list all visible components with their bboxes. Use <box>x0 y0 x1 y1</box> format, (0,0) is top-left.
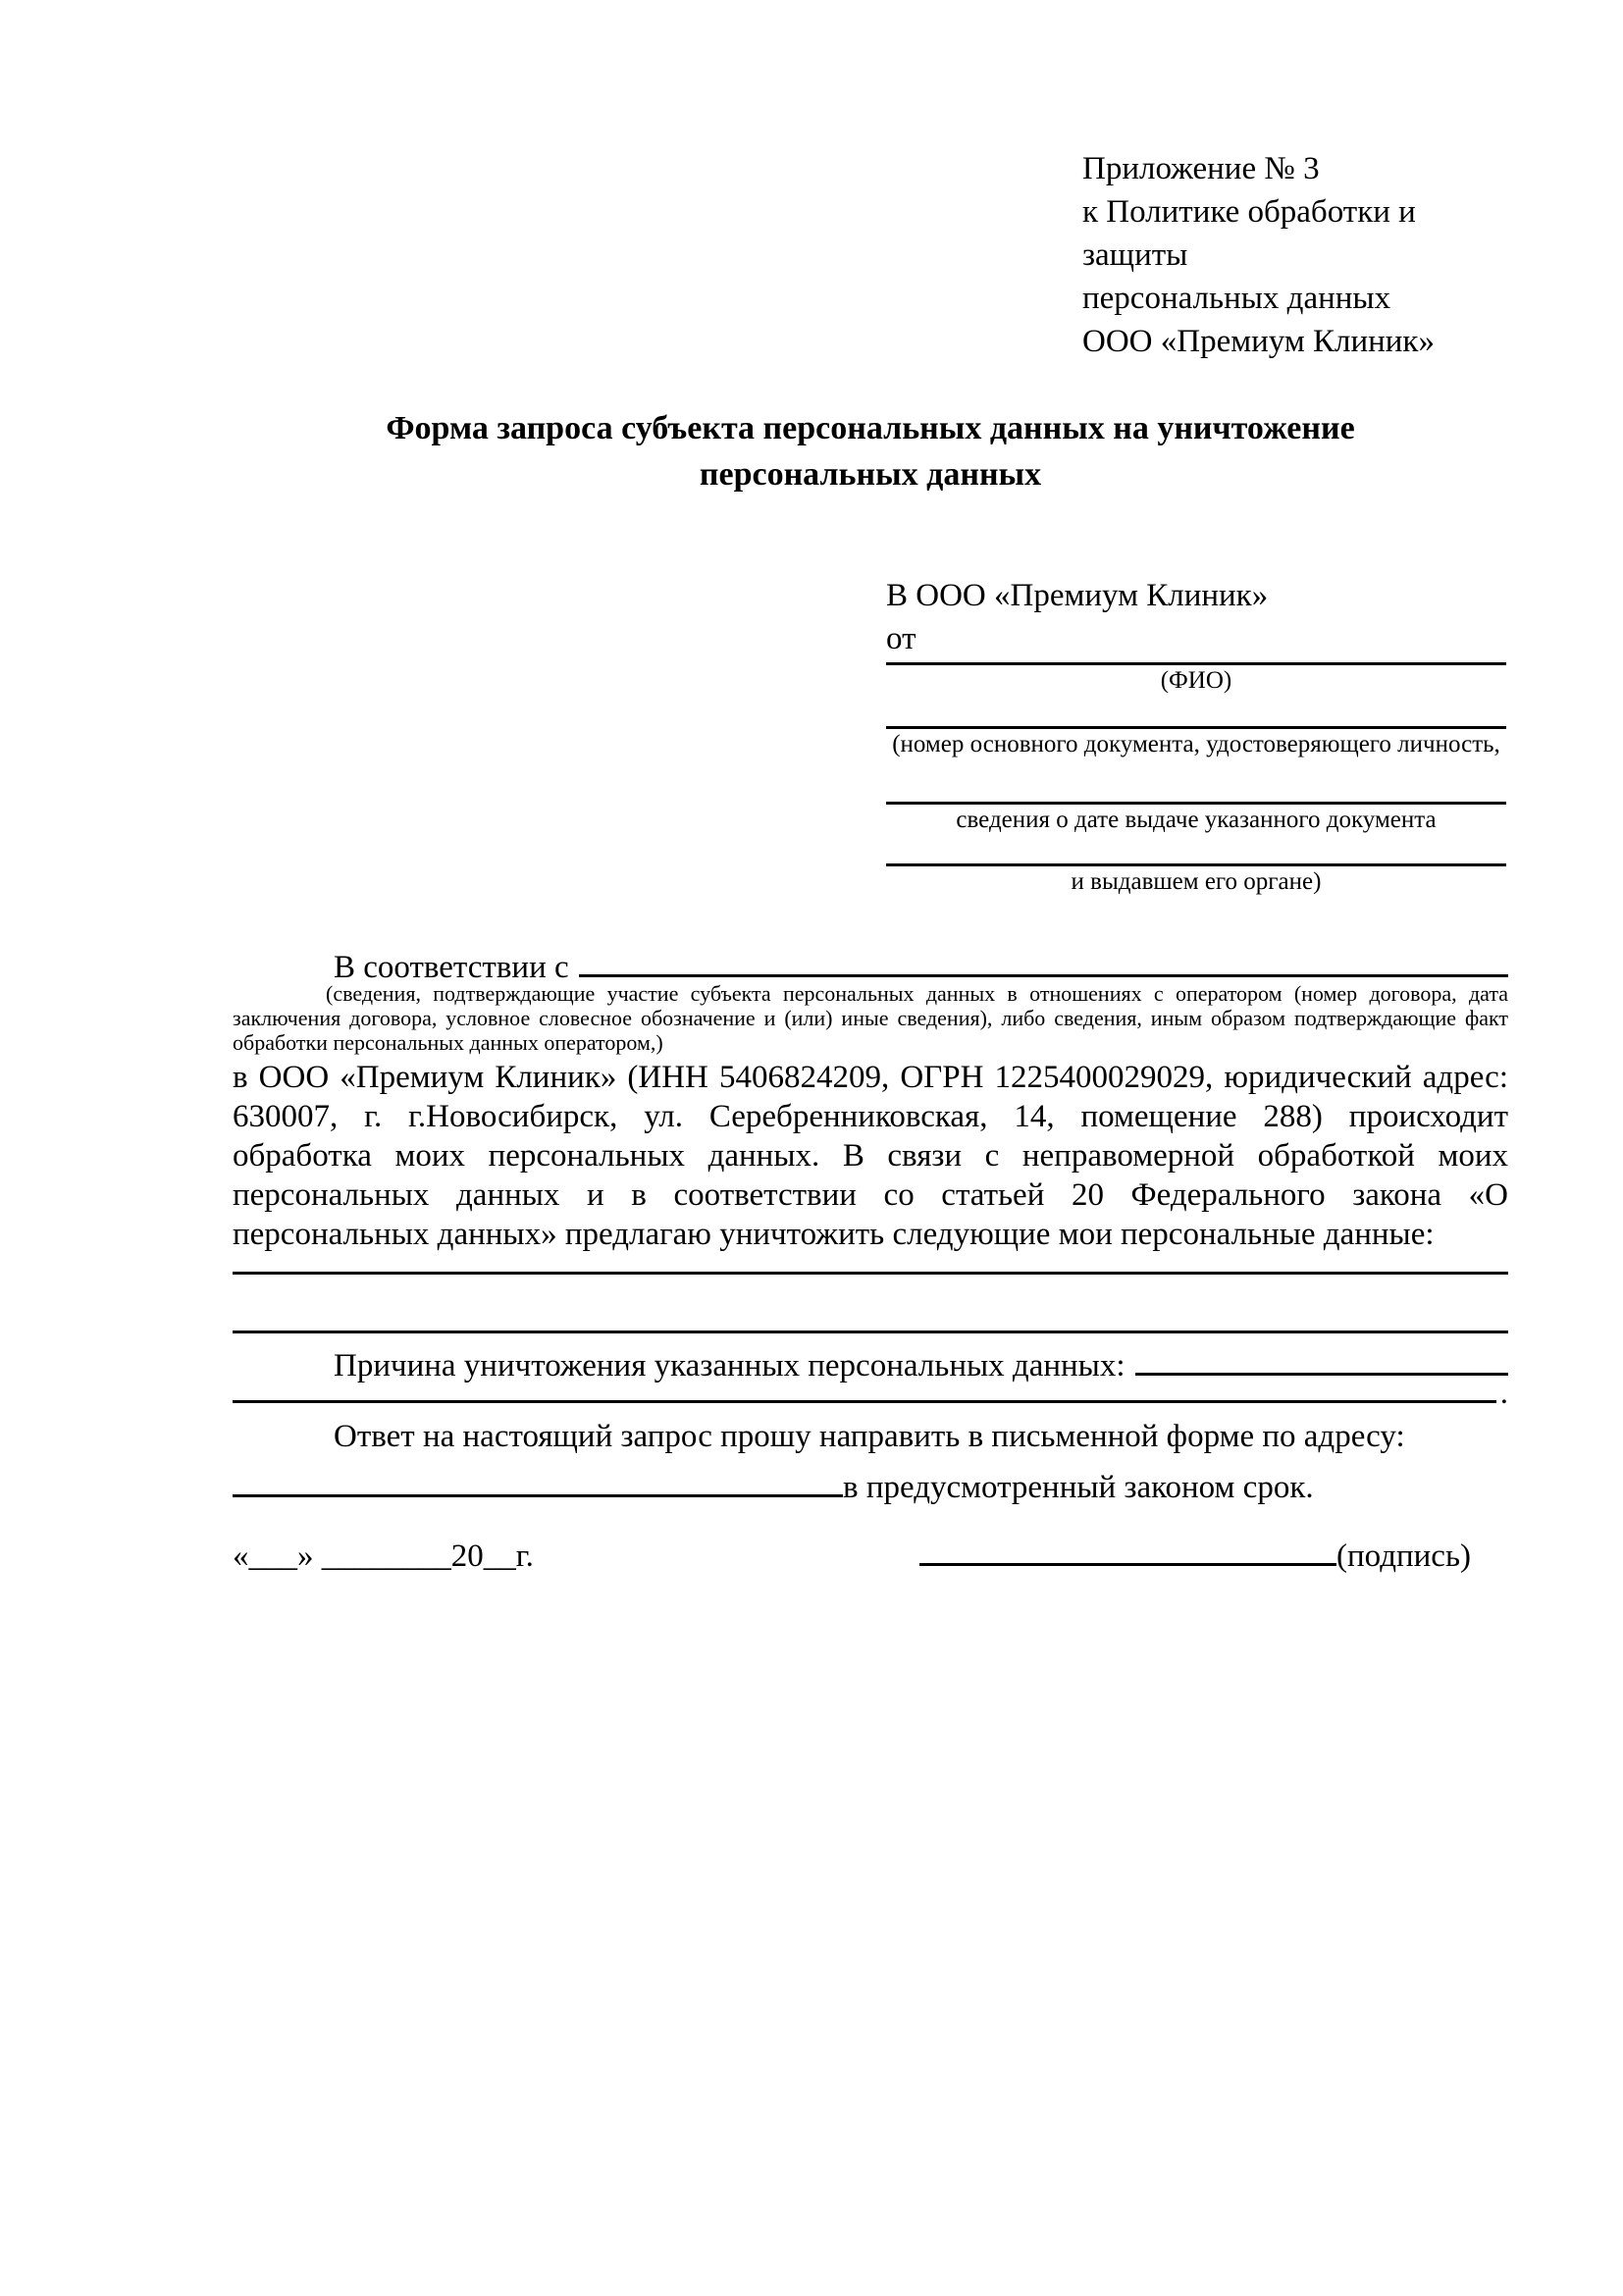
issuing-authority-caption: и выдавшем его органе) <box>1071 868 1322 895</box>
accordance-label: В соответствии с <box>334 950 569 985</box>
date-signature-row <box>233 1527 1508 1578</box>
reason-label: Причина уничтожения указанных персональных данных: <box>334 1348 1126 1383</box>
main-paragraph: в ООО «Премиум Клиник» (ИНН 5406824209, ОГРН 1225400029029, юридический адрес: 630007, г. г.Новосибирск, ул. Серебренниковская, 14, помещение 288) происходит обработка моих персональных данных. В связи с неправомерной обработкой моих персональных данных и в соответствии со статьей 20 Федерального закона «О персональных данных» предлагаю уничтожить следующие мои персональные данные: <box>233 1060 1508 1252</box>
address-blank-line <box>233 1458 843 1497</box>
data-blank-line-1 <box>233 1272 1508 1275</box>
issuing-authority-blank-line <box>886 863 1506 866</box>
date-blank: «___» ________20__г. <box>233 1539 534 1574</box>
issue-date-field <box>886 802 1506 835</box>
accordance-blank-line <box>579 938 1508 977</box>
appendix-header-line-4: ООО «Премиум Клиник» <box>1082 324 1435 359</box>
reason-continuation-line <box>233 1364 1508 1415</box>
document-title: Форма запроса субъекта персональных данных на уничтожение персональных данных <box>386 410 1355 493</box>
appendix-header-line-1: Приложение № 3 <box>1082 151 1320 186</box>
fio-field <box>886 662 1506 696</box>
answer-address-line <box>233 1458 1508 1509</box>
reason-period: . <box>1499 1376 1508 1411</box>
answer-paragraph: Ответ на настоящий запрос прошу направить в письменной форме по адресу: <box>334 1419 1405 1454</box>
reason-blank-line-2 <box>233 1364 1496 1403</box>
addressee-block <box>886 574 1506 957</box>
appendix-header <box>1082 147 1519 363</box>
document-number-caption: (номер основного документа, удостоверяющего личность, <box>892 731 1500 757</box>
document-number-field <box>886 726 1506 759</box>
addressee-from-label: от <box>886 621 916 656</box>
document-number-blank-line <box>886 726 1506 729</box>
appendix-header-line-2: к Политике обработки и защиты <box>1082 194 1416 273</box>
addressee-to: В ООО «Премиум Клиник» <box>886 578 1269 613</box>
fio-caption: (ФИО) <box>1160 667 1232 694</box>
fio-blank-line <box>886 662 1506 665</box>
signature-field <box>919 1527 1471 1578</box>
appendix-header-line-3: персональных данных <box>1082 281 1391 316</box>
data-blank-line-2 <box>233 1331 1508 1333</box>
signature-blank-line <box>919 1527 1336 1566</box>
issue-date-caption: сведения о дате выдаче указанного документа <box>956 807 1437 833</box>
answer-tail: в предусмотренный законом срок. <box>843 1470 1314 1505</box>
issuing-authority-field <box>886 863 1506 897</box>
signature-caption: (подпись) <box>1336 1539 1471 1574</box>
issue-date-blank-line <box>886 802 1506 805</box>
accordance-footnote: (сведения, подтверждающие участие субъекта персональных данных в отношениях с оператором (номер договора, дата заключения договора, условное словесное обозначение и (или) иные сведения), либо сведения, иным образом подтверждающие факт обработки персональных данных оператором,) <box>233 981 1508 1055</box>
